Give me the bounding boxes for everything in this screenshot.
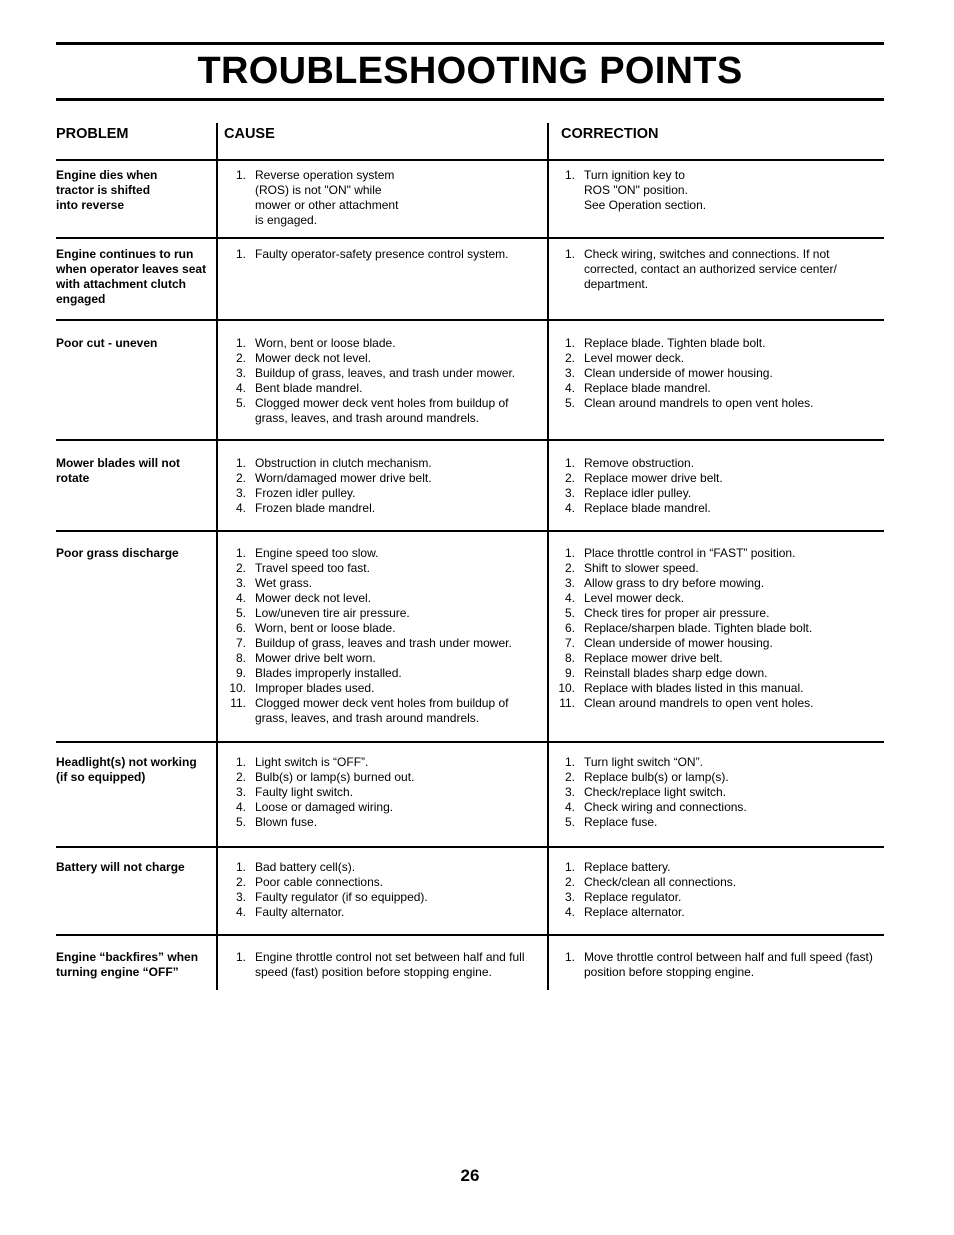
item-number: 3.: [235, 576, 246, 590]
correction-item: [553, 168, 883, 213]
row-separator: [56, 934, 884, 936]
item-text: Engine throttle control not set between half and full speed (fast) position before stopping engine.: [255, 950, 525, 979]
cause-list: [224, 336, 542, 426]
item-number: 4.: [235, 591, 246, 605]
item-text: Loose or damaged wiring.: [255, 800, 394, 814]
correction-list: [553, 860, 883, 920]
correction-item: [553, 381, 883, 396]
correction-item: [553, 950, 883, 980]
item-text: Check/replace light switch.: [584, 785, 727, 799]
cause-item: [224, 591, 542, 606]
item-number: 2.: [235, 351, 246, 365]
cause-item: [224, 546, 542, 561]
item-text: Bent blade mandrel.: [255, 381, 363, 395]
item-number: 1.: [564, 247, 575, 261]
item-text: Replace blade. Tighten blade bolt.: [584, 336, 766, 350]
column-divider-cause: [216, 123, 218, 990]
item-text: Replace idler pulley.: [584, 486, 692, 500]
item-number: 3.: [235, 785, 246, 799]
item-text: Bulb(s) or lamp(s) burned out.: [255, 770, 415, 784]
cause-list: [224, 247, 542, 262]
item-number: 9.: [235, 666, 246, 680]
item-text: Allow grass to dry before mowing.: [584, 576, 765, 590]
item-number: 6.: [564, 621, 575, 635]
row-separator: [56, 319, 884, 321]
cause-item: [224, 381, 542, 396]
column-divider-correction: [547, 123, 549, 990]
correction-item: [553, 561, 883, 576]
cause-item: [224, 755, 542, 770]
cause-item: [224, 666, 542, 681]
correction-item: [553, 800, 883, 815]
cause-item: [224, 651, 542, 666]
cause-item: [224, 636, 542, 651]
correction-item: [553, 486, 883, 501]
correction-item: [553, 785, 883, 800]
row-separator: [56, 741, 884, 743]
item-number: 11.: [559, 696, 575, 710]
item-number: 1.: [235, 336, 246, 350]
problem-text: Poor grass discharge: [56, 546, 179, 560]
title-bottom-rule: [56, 98, 884, 101]
cause-list: [224, 456, 542, 516]
correction-item: [553, 875, 883, 890]
item-text: Buildup of grass, leaves and trash under mower.: [255, 636, 512, 650]
item-text: Check wiring and connections.: [584, 800, 747, 814]
row-separator: [56, 439, 884, 441]
item-text: Reinstall blades sharp edge down.: [584, 666, 768, 680]
correction-item: [553, 606, 883, 621]
correction-item: [553, 651, 883, 666]
cause-list: [224, 755, 542, 830]
item-number: 2.: [235, 561, 246, 575]
page-number: 26: [460, 1166, 480, 1185]
correction-list: [553, 755, 883, 830]
item-text: Remove obstruction.: [584, 456, 695, 470]
item-text: Replace mower drive belt.: [584, 651, 723, 665]
item-number: 4.: [564, 905, 575, 919]
correction-item: [553, 621, 883, 636]
item-number: 1.: [235, 950, 246, 964]
item-text: Check wiring, switches and connections. If not corrected, contact an authorized service center/ department.: [584, 247, 837, 291]
problem-text: Mower blades will not rotate: [56, 456, 181, 485]
cause-item: [224, 456, 542, 471]
correction-list: [553, 336, 883, 411]
item-text: Place throttle control in “FAST” position.: [584, 546, 796, 560]
correction-item: [553, 815, 883, 830]
item-text: Worn, bent or loose blade.: [255, 336, 396, 350]
item-text: Faulty regulator (if so equipped).: [255, 890, 428, 904]
item-text: Replace alternator.: [584, 905, 685, 919]
correction-item: [553, 471, 883, 486]
item-number: 9.: [564, 666, 575, 680]
cause-item: [224, 815, 542, 830]
item-text: Check tires for proper air pressure.: [584, 606, 770, 620]
cause-item: [224, 785, 542, 800]
item-text: Clean around mandrels to open vent holes.: [584, 396, 814, 410]
row-separator: [56, 530, 884, 532]
cause-item: [224, 770, 542, 785]
item-number: 3.: [564, 890, 575, 904]
correction-list: [553, 168, 883, 213]
item-text: Faulty alternator.: [255, 905, 345, 919]
cause-item: [224, 681, 542, 696]
problem-text: Headlight(s) not working (if so equipped): [56, 755, 197, 784]
correction-item: [553, 890, 883, 905]
cause-list: [224, 950, 542, 980]
problem-text: Battery will not charge: [56, 860, 185, 874]
header-correction: CORRECTION: [561, 126, 659, 142]
item-text: Replace blade mandrel.: [584, 381, 711, 395]
item-number: 4.: [235, 800, 246, 814]
correction-list: [553, 546, 883, 711]
item-number: 1.: [235, 456, 246, 470]
cause-item: [224, 576, 542, 591]
cause-item: [224, 396, 542, 426]
item-text: Clean underside of mower housing.: [584, 636, 773, 650]
item-number: 1.: [564, 456, 575, 470]
item-number: 5.: [564, 815, 575, 829]
item-number: 4.: [235, 905, 246, 919]
row-separator: [56, 159, 884, 161]
cause-list: [224, 546, 542, 726]
problem-text: Engine “backfires” when turning engine “OFF”: [56, 950, 199, 979]
item-text: Replace bulb(s) or lamp(s).: [584, 770, 729, 784]
item-number: 11.: [230, 696, 246, 710]
item-number: 3.: [564, 785, 575, 799]
correction-item: [553, 576, 883, 591]
item-text: Engine speed too slow.: [255, 546, 379, 560]
item-number: 3.: [564, 486, 575, 500]
item-text: Level mower deck.: [584, 591, 685, 605]
correction-item: [553, 546, 883, 561]
cause-item: [224, 471, 542, 486]
item-text: Blown fuse.: [255, 815, 318, 829]
item-number: 7.: [235, 636, 246, 650]
row-separator: [56, 846, 884, 848]
item-text: Frozen idler pulley.: [255, 486, 356, 500]
cause-item: [224, 696, 542, 726]
cause-list: [224, 168, 542, 228]
item-number: 2.: [564, 770, 575, 784]
correction-list: [553, 456, 883, 516]
item-number: 1.: [235, 755, 246, 769]
item-text: Replace with blades listed in this manual.: [584, 681, 804, 695]
item-number: 4.: [235, 501, 246, 515]
cause-item: [224, 561, 542, 576]
correction-item: [553, 905, 883, 920]
item-text: Improper blades used.: [255, 681, 375, 695]
correction-item: [553, 860, 883, 875]
item-text: Bad battery cell(s).: [255, 860, 356, 874]
item-text: Replace mower drive belt.: [584, 471, 723, 485]
item-number: 1.: [235, 860, 246, 874]
item-number: 2.: [564, 875, 575, 889]
cause-item: [224, 247, 542, 262]
item-text: Clogged mower deck vent holes from buildup of grass, leaves, and trash around mandrels.: [255, 696, 509, 725]
correction-item: [553, 366, 883, 381]
item-text: Turn light switch “ON”.: [584, 755, 703, 769]
item-number: 4.: [564, 501, 575, 515]
cause-item: [224, 168, 542, 228]
item-number: 1.: [564, 755, 575, 769]
correction-item: [553, 636, 883, 651]
correction-list: [553, 950, 883, 980]
problem-text: Engine dies when tractor is shifted into reverse: [56, 168, 158, 212]
item-text: Light switch is “OFF”.: [255, 755, 369, 769]
item-text: Mower deck not level.: [255, 591, 372, 605]
correction-item: [553, 591, 883, 606]
item-number: 4.: [235, 381, 246, 395]
item-number: 8.: [564, 651, 575, 665]
correction-item: [553, 666, 883, 681]
correction-item: [553, 770, 883, 785]
item-text: Reverse operation system (ROS) is not "ON" while mower or other attachment is engaged.: [255, 168, 399, 227]
item-number: 4.: [564, 800, 575, 814]
item-text: Travel speed too fast.: [255, 561, 370, 575]
item-text: Worn/damaged mower drive belt.: [255, 471, 432, 485]
cause-item: [224, 800, 542, 815]
item-text: Clean underside of mower housing.: [584, 366, 773, 380]
item-number: 8.: [235, 651, 246, 665]
item-text: Check/clean all connections.: [584, 875, 737, 889]
item-text: Low/uneven tire air pressure.: [255, 606, 410, 620]
item-number: 1.: [235, 168, 246, 182]
header-cause: CAUSE: [224, 126, 275, 142]
item-number: 5.: [235, 396, 246, 410]
correction-item: [553, 396, 883, 411]
item-number: 3.: [564, 576, 575, 590]
item-text: Turn ignition key to ROS "ON" position. See Operation section.: [584, 168, 707, 212]
cause-item: [224, 621, 542, 636]
item-number: 1.: [564, 168, 575, 182]
item-number: 6.: [235, 621, 246, 635]
cause-item: [224, 606, 542, 621]
item-text: Poor cable connections.: [255, 875, 384, 889]
item-text: Buildup of grass, leaves, and trash under mower.: [255, 366, 516, 380]
item-number: 3.: [235, 890, 246, 904]
correction-item: [553, 351, 883, 366]
item-number: 2.: [235, 770, 246, 784]
item-text: Worn, bent or loose blade.: [255, 621, 396, 635]
item-number: 4.: [564, 591, 575, 605]
item-text: Clean around mandrels to open vent holes.: [584, 696, 814, 710]
item-text: Shift to slower speed.: [584, 561, 699, 575]
item-text: Replace blade mandrel.: [584, 501, 711, 515]
cause-item: [224, 351, 542, 366]
correction-item: [553, 755, 883, 770]
item-number: 10.: [229, 681, 246, 695]
title-top-rule: [56, 42, 884, 45]
cause-item: [224, 950, 542, 980]
correction-item: [553, 501, 883, 516]
cause-item: [224, 366, 542, 381]
item-text: Faulty operator-safety presence control system.: [255, 247, 509, 261]
correction-list: [553, 247, 883, 292]
item-number: 4.: [564, 381, 575, 395]
header-problem: PROBLEM: [56, 126, 129, 142]
item-number: 2.: [564, 351, 575, 365]
item-text: Clogged mower deck vent holes from buildup of grass, leaves, and trash around mandrels.: [255, 396, 509, 425]
item-number: 5.: [564, 606, 575, 620]
item-text: Replace battery.: [584, 860, 671, 874]
item-number: 3.: [235, 486, 246, 500]
cause-item: [224, 890, 542, 905]
problem-text: Poor cut - uneven: [56, 336, 158, 350]
item-number: 2.: [564, 561, 575, 575]
item-text: Obstruction in clutch mechanism.: [255, 456, 432, 470]
item-text: Level mower deck.: [584, 351, 685, 365]
item-number: 1.: [235, 247, 246, 261]
item-text: Mower drive belt worn.: [255, 651, 376, 665]
cause-list: [224, 860, 542, 920]
item-text: Replace/sharpen blade. Tighten blade bolt.: [584, 621, 813, 635]
cause-item: [224, 905, 542, 920]
cause-item: [224, 860, 542, 875]
item-number: 5.: [235, 606, 246, 620]
problem-text: Engine continues to run when operator leaves seat with attachment clutch engaged: [56, 247, 207, 306]
item-number: 10.: [558, 681, 575, 695]
item-number: 2.: [564, 471, 575, 485]
correction-item: [553, 681, 883, 696]
item-number: 1.: [564, 860, 575, 874]
correction-item: [553, 336, 883, 351]
row-separator: [56, 237, 884, 239]
cause-item: [224, 336, 542, 351]
item-text: Replace fuse.: [584, 815, 658, 829]
item-text: Wet grass.: [255, 576, 313, 590]
item-number: 2.: [235, 875, 246, 889]
page-title: TROUBLESHOOTING POINTS: [197, 50, 743, 92]
item-number: 1.: [564, 336, 575, 350]
item-number: 7.: [564, 636, 575, 650]
correction-item: [553, 247, 883, 292]
correction-item: [553, 696, 883, 711]
item-number: 3.: [564, 366, 575, 380]
item-number: 5.: [564, 396, 575, 410]
item-number: 1.: [235, 546, 246, 560]
item-text: Blades improperly installed.: [255, 666, 402, 680]
cause-item: [224, 501, 542, 516]
item-text: Faulty light switch.: [255, 785, 354, 799]
item-number: 2.: [235, 471, 246, 485]
item-text: Frozen blade mandrel.: [255, 501, 376, 515]
item-number: 3.: [235, 366, 246, 380]
cause-item: [224, 875, 542, 890]
item-text: Replace regulator.: [584, 890, 682, 904]
cause-item: [224, 486, 542, 501]
correction-item: [553, 456, 883, 471]
item-text: Move throttle control between half and full speed (fast) position before stopping engine.: [584, 950, 873, 979]
item-number: 1.: [564, 546, 575, 560]
item-number: 1.: [564, 950, 575, 964]
item-text: Mower deck not level.: [255, 351, 372, 365]
item-number: 5.: [235, 815, 246, 829]
